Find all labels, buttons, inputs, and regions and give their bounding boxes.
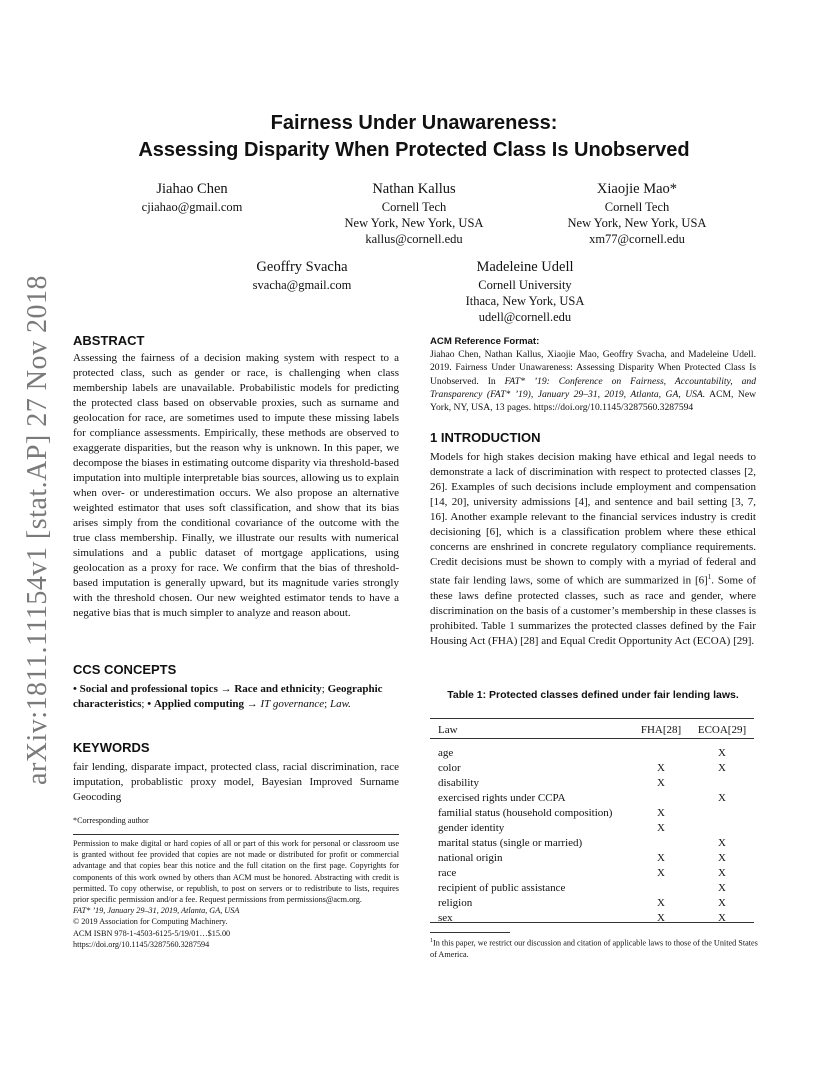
author-email: cjiahao@gmail.com [141,200,243,214]
author-affiliation: Cornell University [478,278,572,292]
acm-reference-text: Jiahao Chen, Nathan Kallus, Xiaojie Mao, Geoffry Svacha, and Madeleine Udell. 2019. Fairness Under Unawareness: Assessing Disparity When Protected Class Is Unobserved. In FAT* ’19: Conference on Fairness, Accountability, and Transparency (FAT* ’19), January 29–31, 2019, Atlanta, GA, USA. ACM, New York, NY, USA, 13 pages. https://doi.org/10.1145/3287560.3287594 [430,349,757,414]
acm-reference [430,335,756,414]
table-row: familial status (household composition) X [438,807,665,819]
author-block [318,180,510,247]
author-location: New York, New York, USA [567,216,707,230]
author-block [552,180,722,247]
author-email: kallus@cornell.edu [365,232,463,246]
table-header-row [430,720,754,740]
abstract-section [73,333,399,621]
permission-text: Permission to make digital or hard copies of all or part of this work for personal or classroom use is granted without fee provided that copies are not made or distributed for profit or commercial advantage and that copies bear this notice and the full citation on the first page. Copyrights for components of this work owned by others than ACM must be honored. Abstracting with credit is permitted. To copy otherwise, or republish, to post on servers or to redistribute to lists, requires prior specific permission and/or a fee. Request permissions from permissions@acm.org. [73,839,399,905]
paper-title [0,110,828,164]
author-block [443,258,607,325]
author-block [222,258,382,293]
table-row: race X X [438,867,726,879]
footnote-divider [430,932,510,933]
introduction-heading: 1 INTRODUCTION [430,430,541,445]
protected-classes-table [430,720,754,926]
author-affiliation: Cornell Tech [381,200,447,214]
introduction-text: Models for high stakes decision making have ethical and legal needs to demonstrate a lack of discrimination with respect to protected classes [2, 26]. Examples of such decisions include employment and compensation [14, 20], university admissions [4], and sentence and bail setting [3, 7, 16]. Another example relevant to the financial services industry is credit decisioning [6], which is a classification problem where these ethical concerns are enshrined in concrete regulatory compliance requirements. Credit decisions must be shown to comply with a myriad of federal and state fair lending laws, some of which are summarized in $[6]^1$. Some of these laws define protected classes, such as race and gender, where discrimination on the basis of a customer’s membership in these classes is prohibited. Table 1 summarizes the protected classes defined by the Fair Housing Act (FHA) [28] and Equal Credit Opportunity Act (ECOA) [29]. [430,451,756,647]
table-row: disability X [438,777,665,789]
introduction-section [430,430,756,649]
ccs-text: • Social and professional topics → Race and ethnicity; Geographic characteristics; • Applied computing → IT governance; Law. [73,683,383,710]
table-top-rule [430,718,754,719]
permission-block [73,838,399,950]
corresponding-author-note: *Corresponding author [73,816,149,825]
author-email: udell@cornell.edu [478,310,572,324]
table-row: national origin X X [438,852,726,864]
table-row: marital status (single or married) X [438,837,726,849]
header-fha: FHA[28] [640,723,682,736]
abstract-text: Assessing the fairness of a decision making system with respect to a protected class, such as gender or race, is challenging when class membership labels are unavailable. Probabilistic models for predicting the protected class based on observable proxies, such as surname and geolocation for race, are sometimes used to impute these missing labels for compliance assessments. Empirically, these methods are observed to exaggerate disparities, but the reason why is unknown. In this paper, we decompose the biases in estimating outcome disparity via threshold-based imputation into multiple interpretable bias sources, allowing us to explain when over- or underestimation occurs. We also propose an alternative weighted estimator that uses soft classification, and show that its bias arises simply from the conditional covariance of the outcome with the true class membership. Finally, we illustrate our results with numerical simulations and a public dataset of mortgage applications, using geolocation as a proxy for race. We confirm that the bias of threshold-based imputation is generally upward, but its magnitude varies strongly with the threshold chosen. Our new weighted estimator tends to have a negative bias that is much simpler to analyze and reason about. [73,352,399,619]
isbn-line: ACM ISBN 978-1-4503-6125-5/19/01…$15.00 [73,928,231,938]
author-name: Nathan Kallus [372,181,456,197]
copyright-line: © 2019 Association for Computing Machinery. [73,917,228,927]
title-line-2: Assessing Disparity When Protected Class Is Unobserved [138,139,690,161]
header-ecoa: ECOA[29] [697,723,747,736]
ccs-heading: CCS CONCEPTS [73,662,177,677]
arxiv-identifier: arXiv:1811.11154v1 [stat.AP] 27 Nov 2018 [22,275,53,785]
ccs-section [73,662,399,712]
arxiv-sidebar [14,275,62,785]
doi-line: https://doi.org/10.1145/3287560.3287594 [73,939,210,949]
author-block [112,180,272,215]
table-row: religion X X [438,897,726,909]
keywords-section [73,740,399,805]
title-line-1: Fairness Under Unawareness: [270,112,558,134]
author-location: New York, New York, USA [344,216,484,230]
table-row: recipient of public assistance X [438,882,726,894]
keywords-heading: KEYWORDS [73,740,150,755]
table-row: age X [438,747,726,759]
footnote: $^1$In this paper, we restrict our discussion and citation of applicable laws to those of the United States of America. [430,938,758,959]
conference-venue: FAT* ’19, January 29–31, 2019, Atlanta, GA, USA [73,906,240,916]
keywords-text: fair lending, disparate impact, protected class, racial discrimination, race imputation, probablistic proxy model, Bayesian Improved Surname Geocoding [73,761,399,803]
table-caption: Table 1: Protected classes defined under fair lending laws. [447,689,739,701]
table-row: exercised rights under CCPA X [438,792,726,804]
header-law: Law [438,723,458,736]
author-location: Ithaca, New York, USA [465,294,585,308]
author-name: Geoffry Svacha [256,259,348,275]
author-affiliation: Cornell Tech [604,200,670,214]
table-row: color X X [438,762,726,774]
table-row: gender identity X [438,822,665,834]
abstract-heading: ABSTRACT [73,333,145,348]
author-name: Jiahao Chen [156,181,228,197]
author-name: Xiaojie Mao* [596,181,678,197]
acm-reference-heading: ACM Reference Format: [430,336,540,347]
author-email: xm77@cornell.edu [589,232,685,246]
author-name: Madeleine Udell [476,259,574,275]
permission-divider [73,834,399,835]
author-email: svacha@gmail.com [252,278,352,292]
table-row: sex X X [438,912,726,924]
